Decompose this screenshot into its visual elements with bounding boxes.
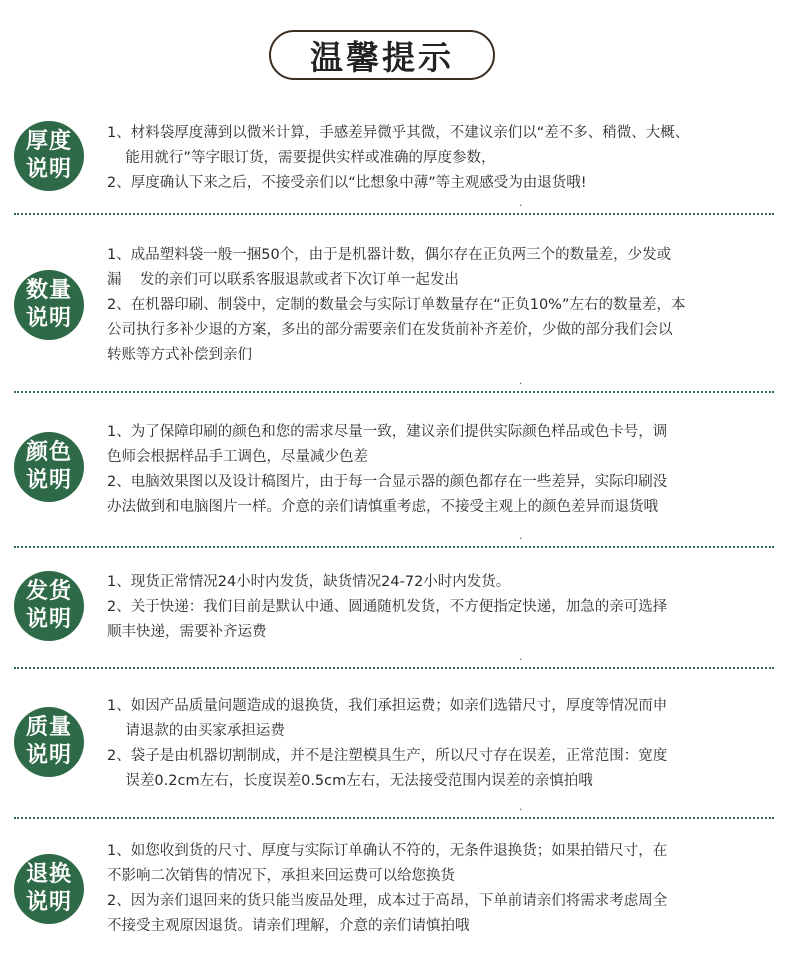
separator	[14, 546, 774, 548]
page-title: 温馨提示	[269, 30, 495, 80]
text-line: 办法做到和电脑图片一样。介意的亲们请慎重考虑，不接受主观上的颜色差异而退货哦	[107, 499, 658, 515]
text-line: 1、如您收到货的尺寸、厚度与实际订单确认不符的，无条件退换货；如果拍错尺寸，在	[107, 843, 668, 859]
badge-shipping	[14, 571, 84, 641]
separator-mark: .	[519, 529, 523, 542]
text-line: 能用就行”等字眼订货，需要提供实样或准确的厚度参数，	[107, 150, 496, 166]
text-line: 1、材料袋厚度薄到以微米计算，手感差异微乎其微，不建议亲们以“差不多、稍微、大概、	[107, 125, 690, 141]
badge-line-2: 说明	[25, 468, 72, 493]
text-line: 2、袋子是由机器切割制成，并不是注塑模具生产，所以尺寸存在误差，正常范围：宽度	[107, 748, 668, 764]
text-line: 1、成品塑料袋一般一捆50个，由于是机器计数，偶尔存在正负两三个的数量差，少发或	[107, 247, 672, 263]
section-text	[107, 243, 762, 368]
separator-mark: .	[519, 800, 523, 813]
separator-mark: .	[519, 196, 523, 209]
badge-line-1: 退换	[25, 862, 72, 887]
badge-returns	[14, 854, 84, 924]
separator	[14, 667, 774, 669]
text-line: 请退款的由买家承担运费	[107, 723, 285, 739]
text-line: 公司执行多补少退的方案，多出的部分需要亲们在发货前补齐差价，少做的部分我们会以	[107, 322, 673, 338]
separator-mark: .	[519, 374, 523, 387]
badge-line-2: 说明	[25, 743, 72, 768]
section-text	[107, 570, 762, 645]
text-line: 顺丰快递，需要补齐运费	[107, 624, 267, 640]
text-line: 2、厚度确认下来之后，不接受亲们以“比想象中薄”等主观感受为由退货哦!	[107, 175, 587, 191]
badge-line-1: 发货	[25, 579, 72, 604]
text-line: 1、如因产品质量问题造成的退换货，我们承担运费；如亲们选错尺寸，厚度等情况而申	[107, 698, 668, 714]
text-line: 2、关于快递：我们目前是默认中通、圆通随机发货，不方便指定快递，加急的亲可选择	[107, 599, 668, 615]
text-line: 2、因为亲们退回来的货只能当废品处理，成本过于高昂，下单前请亲们将需求考虑周全	[107, 893, 668, 909]
text-line: 2、在机器印刷、制袋中，定制的数量会与实际订单数量存在“正负10%”左右的数量差，本	[107, 297, 686, 313]
badge-line-1: 质量	[25, 715, 72, 740]
badge-line-2: 说明	[25, 890, 72, 915]
separator	[14, 391, 774, 393]
text-line: 1、现货正常情况24小时内发货，缺货情况24-72小时内发货。	[107, 574, 511, 590]
separator	[14, 213, 774, 215]
text-line: 不影响二次销售的情况下，承担来回运费可以给您换货	[107, 868, 455, 884]
section-text	[107, 121, 762, 196]
badge-line-1: 数量	[25, 278, 72, 303]
text-line: 2、电脑效果图以及设计稿图片，由于每一合显示器的颜色都存在一些差异，实际印刷没	[107, 474, 668, 490]
section-text	[107, 694, 762, 794]
badge-line-1: 厚度	[25, 129, 72, 154]
text-line: 漏 发的亲们可以联系客服退款或者下次订单一起发出	[107, 272, 459, 288]
text-line: 不接受主观原因退货。请亲们理解，介意的亲们请慎拍哦	[107, 918, 470, 934]
separator-mark: .	[519, 650, 523, 663]
badge-quantity	[14, 270, 84, 340]
badge-line-2: 说明	[25, 607, 72, 632]
separator	[14, 817, 774, 819]
section-text	[107, 839, 762, 939]
badge-line-2: 说明	[25, 306, 72, 331]
badge-line-1: 颜色	[25, 440, 72, 465]
text-line: 色师会根据样品手工调色，尽量减少色差	[107, 449, 368, 465]
badge-line-2: 说明	[25, 157, 72, 182]
badge-color	[14, 432, 84, 502]
badge-thickness	[14, 121, 84, 191]
text-line: 1、为了保障印刷的颜色和您的需求尽量一致，建议亲们提供实际颜色样品或色卡号，调	[107, 424, 668, 440]
text-line: 转账等方式补偿到亲们	[107, 347, 252, 363]
badge-quality	[14, 707, 84, 777]
section-text	[107, 420, 762, 520]
text-line: 误差0.2cm左右，长度误差0.5cm左右，无法接受范围内误差的亲慎拍哦	[107, 773, 593, 789]
